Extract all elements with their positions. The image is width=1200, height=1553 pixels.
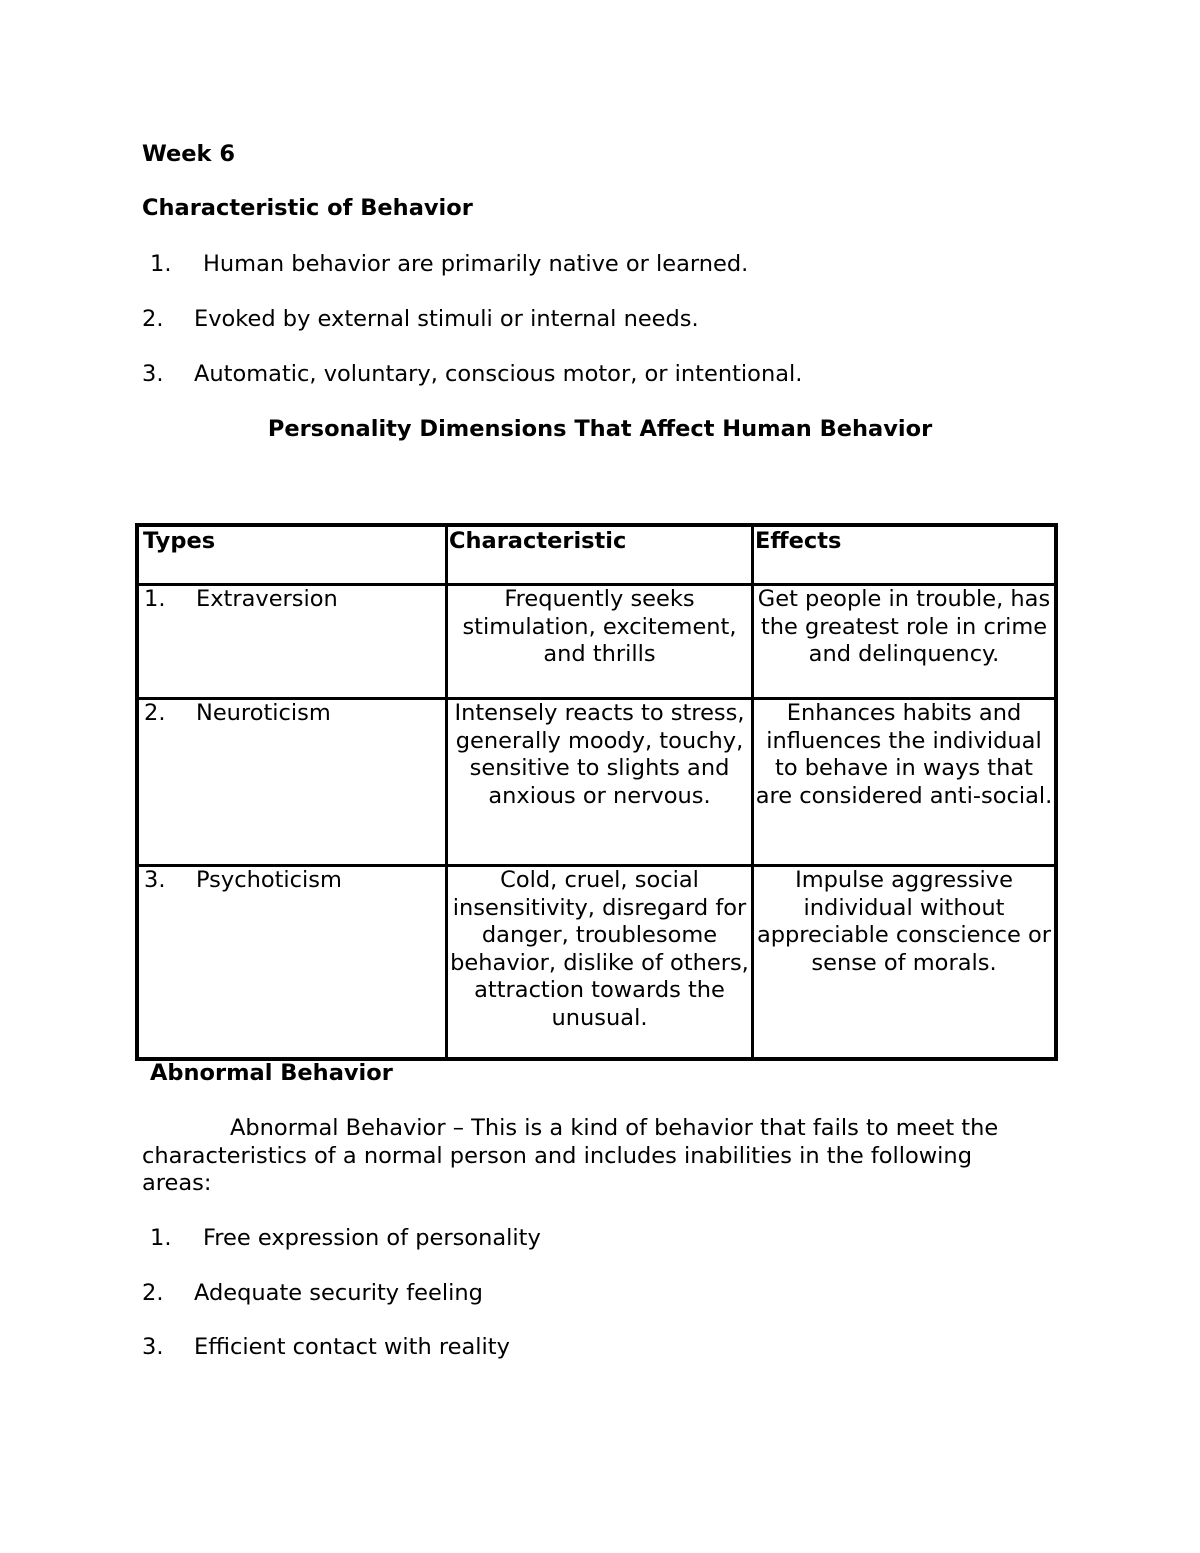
row-number: 2. [144, 700, 166, 726]
personality-table [135, 523, 1058, 1061]
abnormal-paragraph: Abnormal Behavior – This is a kind of behavior that fails to meet the characteristics of a normal person and includes inabilities in the following areas: [142, 1115, 999, 1196]
row-number: 3. [144, 867, 166, 893]
personality-heading: Personality Dimensions That Affect Human Behavior [267, 416, 933, 442]
row-type: Psychoticism [196, 867, 342, 893]
table-header-characteristic: Characteristic [449, 528, 627, 554]
list-item-text: Automatic, voluntary, conscious motor, or intentional. [194, 361, 803, 387]
row-effects: Enhances habits and influences the individual to behave in ways that are considered anti-social. [755, 700, 1053, 809]
table-header-types: Types [143, 528, 216, 554]
row-type: Neuroticism [196, 700, 331, 726]
table-row [139, 700, 445, 860]
table-row [139, 867, 445, 1057]
list-item-text: Efficient contact with reality [194, 1334, 510, 1360]
row-characteristic: Cold, cruel, social insensitivity, disregard for danger, troublesome behavior, dislike of others, attraction towards the unusual. [450, 867, 749, 1031]
list-item-text: Human behavior are primarily native or learned. [203, 251, 749, 277]
list-item-number: 2. [142, 306, 164, 332]
list-item-number: 1. [150, 251, 172, 277]
table-header-effects: Effects [755, 528, 842, 554]
row-number: 1. [144, 586, 166, 612]
list-item-number: 3. [142, 1334, 164, 1360]
table-row [139, 586, 445, 696]
list-item-text: Adequate security feeling [194, 1280, 483, 1306]
characteristics-heading: Characteristic of Behavior [142, 195, 473, 221]
list-item-text: Free expression of personality [203, 1225, 541, 1251]
week-label: Week 6 [142, 141, 235, 167]
list-item-number: 1. [150, 1225, 172, 1251]
row-type: Extraversion [196, 586, 338, 612]
row-characteristic: Frequently seeks stimulation, excitement, and thrills [462, 586, 737, 667]
row-characteristic: Intensely reacts to stress, generally moody, touchy, sensitive to slights and anxious or nervous. [454, 700, 745, 809]
row-effects: Get people in trouble, has the greatest role in crime and delinquency. [757, 586, 1051, 667]
list-item-number: 2. [142, 1280, 164, 1306]
list-item-text: Evoked by external stimuli or internal needs. [194, 306, 699, 332]
row-effects: Impulse aggressive individual without appreciable conscience or sense of morals. [756, 867, 1052, 976]
abnormal-heading: Abnormal Behavior [150, 1060, 393, 1086]
list-item-number: 3. [142, 361, 164, 387]
